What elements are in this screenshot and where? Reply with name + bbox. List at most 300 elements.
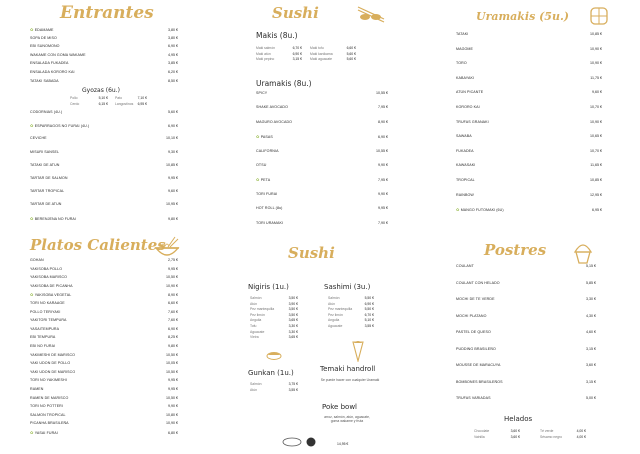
item-price: 9,90 € <box>168 404 178 409</box>
item-name: MAGURO AVOCADO <box>256 119 293 124</box>
item-name: TRUFAS VARIADAS <box>456 396 491 400</box>
vegetarian-icon: ✿ <box>30 430 34 435</box>
item-name: CODORNIAS (4U.) <box>30 110 63 114</box>
item-price: 7,90 € <box>378 220 388 225</box>
mini-price: 6,90 € <box>364 301 374 306</box>
item-name: PASAS <box>260 135 273 140</box>
menu-row <box>30 202 178 215</box>
mini-row <box>70 102 108 108</box>
item-price: 4,60 € <box>586 330 596 334</box>
item-price: 8,25 € <box>168 335 178 340</box>
mini-row <box>328 324 374 330</box>
item-name: TATAKI DE ATUN <box>30 162 60 167</box>
uramakis-8-list <box>256 91 388 235</box>
mini-label: Vieira <box>250 335 259 340</box>
mini-label: Atún <box>250 301 257 306</box>
poke-title: Poke bowl <box>322 403 357 411</box>
item-name: MAGOME <box>456 46 473 51</box>
item-name: KAWASAKI <box>456 163 476 168</box>
poke-price: 14,95 € <box>337 442 349 446</box>
menu-row <box>30 396 178 405</box>
mini-row <box>256 57 302 63</box>
item-name: OTSU <box>256 162 267 167</box>
menu-row <box>256 105 388 119</box>
menu-row <box>30 36 178 45</box>
item-price: 3,80 € <box>168 28 178 32</box>
menu-row <box>30 61 178 70</box>
item-name: MOCHI DE TE VERDE <box>456 297 495 301</box>
item-price: 11,65 € <box>590 163 602 168</box>
mini-price: 5,60 € <box>346 51 356 56</box>
mini-label: Langostinos <box>115 101 134 106</box>
menu-row <box>30 387 178 396</box>
item-price: 10,70 € <box>590 148 602 153</box>
menu-row <box>30 136 178 149</box>
sushi-title-top: Sushi <box>272 4 319 22</box>
menu-row <box>456 134 602 149</box>
item-price: 6,80 € <box>168 430 178 435</box>
item-price: 6,90 € <box>168 326 178 331</box>
mini-price: 3,60 € <box>510 434 520 439</box>
item-price: 9,95 € <box>378 206 388 211</box>
menu-row <box>256 149 388 163</box>
menu-row <box>456 163 602 178</box>
menu-row <box>30 44 178 53</box>
item-name: TRUFAS GRANAKI <box>456 119 489 124</box>
sushi-title-bottom: Sushi <box>288 244 335 262</box>
menu-row <box>456 76 602 91</box>
mini-price: 6,90 € <box>292 51 302 56</box>
menu-row <box>30 378 178 387</box>
item-price: 3,15 € <box>586 346 596 351</box>
item-price: 6,95 € <box>592 208 602 213</box>
menu-row <box>30 404 178 413</box>
menu-row <box>456 314 596 331</box>
mini-price: 6,70 € <box>292 46 302 51</box>
item-price: 9,95 € <box>168 175 178 180</box>
item-price: 3,85 € <box>168 61 178 66</box>
item-name: RAMEN <box>30 386 44 391</box>
item-price: 10,50 € <box>166 395 178 400</box>
poke-bowl-icon <box>306 437 316 447</box>
item-name: BERENJENA NO FURAI <box>34 216 77 221</box>
entrantes-title: Entrantes <box>60 3 154 23</box>
item-price: 10,10 € <box>166 136 178 141</box>
item-price: 4,95 € <box>168 52 178 57</box>
entrantes-list-2 <box>30 110 178 229</box>
mini-price: 3,60 € <box>510 429 520 434</box>
menu-row <box>30 275 178 284</box>
vegetarian-icon: ✿ <box>30 28 34 32</box>
item-name: TATAKI SABADA <box>30 78 59 83</box>
mini-row <box>250 335 298 341</box>
item-name: COULANT CON HELADO <box>456 280 500 285</box>
mini-label: Vainilla <box>474 434 485 439</box>
uramakis-5-list <box>456 32 602 222</box>
menu-row <box>30 267 178 276</box>
item-name: CALIFORNIA <box>256 148 279 153</box>
mini-label: Pez mantequilla <box>328 307 353 312</box>
menu-row <box>256 91 388 105</box>
item-name: MOUSSE DE MARACUYA <box>456 363 501 367</box>
mini-price: 6,60 € <box>346 46 356 51</box>
item-name: PASTEL DE QUESO <box>456 330 491 334</box>
mini-price: 3,50 € <box>288 307 298 312</box>
menu-row <box>456 264 596 281</box>
item-price: 10,50 € <box>166 275 178 280</box>
menu-row <box>456 149 602 164</box>
sushi-roll-icon <box>356 5 386 25</box>
menu-row <box>456 281 596 298</box>
item-price: 10,95 € <box>166 202 178 207</box>
item-price: 5,15 € <box>586 264 596 268</box>
menu-row <box>30 110 178 123</box>
item-price: 9,80 € <box>168 343 178 348</box>
item-name: TARTAR DE SALMON <box>30 175 68 180</box>
makis-left <box>256 46 302 63</box>
menu-row <box>456 178 602 193</box>
item-name: RAMEN DE MARISCO <box>30 395 69 400</box>
item-price: 9,95 € <box>168 266 178 271</box>
helados-left <box>474 429 520 440</box>
mini-price: 3,55 € <box>364 324 374 329</box>
mini-price: 3,75 € <box>288 382 298 387</box>
uramakis-8-title: Uramakis (8u.) <box>256 79 312 88</box>
mini-label: Atún <box>250 387 257 392</box>
mini-price: 3,30 € <box>288 324 298 329</box>
menu-row <box>456 347 596 364</box>
menu-row <box>30 413 178 422</box>
menu-row <box>456 363 596 380</box>
item-name: YAKITORI TEMPURA <box>30 318 67 323</box>
chopsticks-icon <box>282 437 302 447</box>
menu-row <box>256 120 388 134</box>
item-price: 7,60 € <box>168 318 178 323</box>
item-price: 8,50 € <box>168 78 178 83</box>
platos-calientes-list <box>30 258 178 438</box>
menu-row <box>456 297 596 314</box>
item-name: MANGO FUTOMAKI (6U) <box>460 208 504 213</box>
item-name: EBI NO FURAI <box>30 343 56 348</box>
menu-row <box>30 344 178 353</box>
item-name: TORO <box>456 61 467 66</box>
item-name: WAKAME CON GOMA WAKAME <box>30 52 86 57</box>
menu-row <box>30 27 178 36</box>
vegetarian-icon: ✿ <box>256 135 260 140</box>
item-price: 10,90 € <box>590 119 602 124</box>
nigiris-list <box>250 296 298 341</box>
mini-label: Aguacate <box>250 329 265 334</box>
mini-price: 5,50 € <box>364 307 374 312</box>
nigiri-icon <box>266 350 282 360</box>
temaki-cone-icon <box>351 340 365 362</box>
item-price: 2,75 € <box>168 258 178 262</box>
mini-label: Té verde <box>540 429 554 434</box>
item-price: 10,90 € <box>166 421 178 426</box>
mini-price: 3,50 € <box>288 296 298 301</box>
menu-row <box>30 216 178 229</box>
sashimi-list <box>328 296 374 330</box>
item-price: 10,85 € <box>590 32 602 36</box>
mini-label: Maki atún <box>256 51 271 56</box>
temaki-title: Temaki handroll <box>320 365 376 373</box>
item-price: 10,05 € <box>166 361 178 366</box>
menu-row <box>256 206 388 220</box>
item-name: CEVICHE <box>30 136 47 141</box>
item-price: 5,60 € <box>168 110 178 114</box>
item-name: YAKI UDON DE MARISCO <box>30 369 76 374</box>
mini-price: 3,65 € <box>288 318 298 323</box>
menu-row <box>30 258 178 267</box>
item-price: 10,65 € <box>590 134 602 139</box>
mini-label: Salmón <box>250 382 262 387</box>
item-name: TORI NO POTTERI <box>30 404 63 409</box>
item-name: RAINBOW <box>456 192 474 197</box>
ramen-bowl-icon <box>154 236 180 260</box>
item-price: 6,90 € <box>168 44 178 49</box>
postres-list <box>456 264 596 413</box>
menu-row <box>30 327 178 336</box>
item-name: TARTAR TROPICAL <box>30 189 65 194</box>
mini-label: Maki pepino <box>256 57 275 62</box>
item-name: EDAMAME <box>34 28 54 32</box>
mini-price: 7,10 € <box>137 96 147 101</box>
item-name: SHAKE AVOCADO <box>256 105 288 110</box>
item-name: YAKISOBA VEGETAL <box>34 293 72 298</box>
item-name: YAKIMESHI DE MARISCO <box>30 352 76 357</box>
item-name: EBI TEMPURA <box>30 335 56 340</box>
gyozas-left <box>70 96 108 107</box>
item-price: 12,95 € <box>590 192 602 197</box>
mini-price: 4,00 € <box>576 434 586 439</box>
item-name: POLLO TERIYAKI <box>30 309 61 314</box>
makis-title: Makis (8u.) <box>256 31 298 40</box>
mini-price: 3,55 € <box>288 387 298 392</box>
platos-calientes-title: Platos Calientes <box>30 236 166 254</box>
mini-label: Anguila <box>250 318 262 323</box>
item-price: 9,60 € <box>168 189 178 194</box>
mini-row <box>540 435 586 441</box>
temaki-text: Se puede hacer con cualquier Uramaki <box>320 378 380 382</box>
menu-row <box>456 32 602 47</box>
menu-row <box>30 430 178 439</box>
menu-row <box>456 380 596 397</box>
item-price: 7,60 € <box>168 309 178 314</box>
item-price: 5,00 € <box>586 396 596 400</box>
item-name: SPICY <box>256 91 268 95</box>
mini-label: Pez mantequilla <box>250 307 275 312</box>
menu-row <box>30 292 178 301</box>
mini-label: Pez limón <box>250 312 265 317</box>
item-price: 3,60 € <box>586 363 596 367</box>
menu-row <box>30 335 178 344</box>
menu-row <box>456 105 602 120</box>
mini-row <box>115 102 147 108</box>
item-price: 9,80 € <box>168 216 178 221</box>
item-name: YAKISOBA MARISCO <box>30 275 68 280</box>
poke-text: arroz, salmón, atún, aguacate, goma wakame y fruta <box>324 415 370 424</box>
vegetarian-icon: ✿ <box>30 293 34 298</box>
item-price: 10,50 € <box>166 369 178 374</box>
mini-label: Maki aguacate <box>310 57 333 62</box>
menu-row <box>30 189 178 202</box>
menu-row <box>456 193 602 208</box>
item-price: 3,30 € <box>586 297 596 301</box>
item-name: COULANT <box>456 264 474 268</box>
item-price: 10,50 € <box>166 352 178 357</box>
mini-price: 5,60 € <box>346 57 356 62</box>
item-name: SAWABA <box>456 134 472 139</box>
mini-price: 6,95 € <box>137 101 147 106</box>
item-name: PUDDING BRASILEÑO <box>456 346 496 351</box>
menu-row <box>456 90 602 105</box>
item-name: KORORO KAI <box>456 104 480 109</box>
mini-price: 6,15 € <box>98 101 108 106</box>
item-price: 5,85 € <box>586 280 596 285</box>
menu-row <box>456 47 602 62</box>
postres-title: Postres <box>484 241 547 259</box>
item-price: 9,90 € <box>378 191 388 196</box>
menu-row <box>456 120 602 135</box>
mini-price: 3,30 € <box>288 329 298 334</box>
sashimi-title: Sashimi (3u.) <box>324 283 371 291</box>
nigiris-title: Nigiris (1u.) <box>248 283 289 291</box>
item-price: 11,75 € <box>590 75 602 80</box>
menu-row <box>256 192 388 206</box>
vegetarian-icon: ✿ <box>30 124 34 129</box>
item-name: TATAKI <box>456 32 469 36</box>
item-name: BOMBONES BRASILEÑOS <box>456 379 503 384</box>
item-price: 6,60 € <box>168 300 178 305</box>
item-price: 3,80 € <box>168 35 178 40</box>
item-price: 9,95 € <box>168 386 178 391</box>
menu-row <box>256 177 388 191</box>
menu-row <box>30 353 178 362</box>
item-name: TORI NO KARAAGE <box>30 300 65 305</box>
item-name: GOHAN <box>30 258 44 262</box>
mini-label: Tofu <box>250 324 257 329</box>
mini-label: Maki kanikama <box>310 51 333 56</box>
mini-label: Salmón <box>328 296 340 301</box>
menu-row <box>30 310 178 319</box>
mini-label: Cerdo <box>70 101 80 106</box>
item-price: 10,90 € <box>166 283 178 288</box>
item-price: 10,55 € <box>376 91 388 95</box>
mini-price: 3,50 € <box>288 312 298 317</box>
mini-price: 3,15 € <box>292 57 302 62</box>
mini-label: Anguila <box>328 318 340 323</box>
menu-row <box>30 361 178 370</box>
mini-label: Pollo <box>70 96 78 101</box>
item-price: 8,90 € <box>378 119 388 124</box>
item-price: 10,55 € <box>376 148 388 153</box>
item-name: EBI SUNOMONO <box>30 44 60 49</box>
mini-price: 3,65 € <box>288 335 298 340</box>
item-price: 7,95 € <box>378 105 388 110</box>
item-price: 9,60 € <box>592 90 602 95</box>
gyozas-right <box>115 96 147 107</box>
gunkan-list <box>250 382 298 393</box>
vegetarian-icon: ✿ <box>256 178 260 183</box>
menu-row <box>30 176 178 189</box>
mini-price: 5,10 € <box>364 318 374 323</box>
uramakis-5-title: Uramakis (5u.) <box>476 10 569 23</box>
item-price: 10,85 € <box>590 177 602 182</box>
mini-label: Chocolate <box>474 429 490 434</box>
menu-row <box>30 421 178 430</box>
item-name: MOCHI PLATANO <box>456 313 487 318</box>
mini-row <box>250 388 298 394</box>
item-name: PETA <box>260 178 271 183</box>
item-price: 9,95 € <box>168 378 178 383</box>
mini-price: 5,50 € <box>364 296 374 301</box>
item-name: PICANHA BRASILEÑA <box>30 421 69 426</box>
item-price: 8,90 € <box>168 293 178 298</box>
item-name: YAKISOBA POLLO <box>30 266 63 271</box>
item-price: 10,90 € <box>590 61 602 66</box>
menu-row <box>30 370 178 379</box>
menu-row <box>30 79 178 88</box>
menu-row <box>456 330 596 347</box>
cupcake-icon <box>572 240 594 264</box>
item-price: 6,90 € <box>378 135 388 140</box>
gunkan-title: Gunkan (1u.) <box>248 369 294 377</box>
item-name: ATÚN PICANTE <box>456 90 484 95</box>
menu-row <box>456 207 602 222</box>
item-name: YASAI FURAI <box>34 430 58 435</box>
mini-price: 6,70 € <box>364 312 374 317</box>
bento-box-icon <box>590 7 608 25</box>
gyozas-title: Gyozas (6u.) <box>82 87 120 94</box>
mini-price: 4,00 € <box>576 429 586 434</box>
item-name: FUKADEA <box>456 148 474 153</box>
menu-row <box>30 318 178 327</box>
item-name: SOPA DE MISO <box>30 35 57 40</box>
mini-label: Pato <box>115 96 122 101</box>
menu-row <box>30 163 178 176</box>
item-name: ENSALADA KORORO KAI <box>30 69 75 74</box>
item-name: ENSALADA FUKADEA <box>30 61 69 66</box>
item-name: TORI URAMAKI <box>256 220 284 225</box>
menu-row <box>30 123 178 136</box>
mini-label: Maki salmón <box>256 46 276 51</box>
menu-row <box>30 284 178 293</box>
item-price: 9,90 € <box>378 162 388 167</box>
item-name: ESPARRAGOS NO FURAI (4U.) <box>34 124 90 129</box>
item-name: KABAYAKI <box>456 75 475 80</box>
menu-row <box>30 150 178 163</box>
item-name: YASAITEMPURA <box>30 326 60 331</box>
item-price: 4,30 € <box>586 313 596 318</box>
helados-right <box>540 429 586 440</box>
item-price: 10,70 € <box>590 104 602 109</box>
menu-row <box>256 134 388 148</box>
item-price: 3,15 € <box>586 379 596 384</box>
item-name: YAKI UDON DE POLLO <box>30 361 71 366</box>
mini-label: Atún <box>328 301 335 306</box>
item-name: HOT ROLL (8u) <box>256 206 283 211</box>
item-price: 9,30 € <box>168 149 178 154</box>
mini-label: Maki tofu <box>310 46 324 51</box>
item-price: 6,20 € <box>168 69 178 74</box>
menu-row <box>456 61 602 76</box>
menu-row <box>30 70 178 79</box>
item-price: 10,85 € <box>166 162 178 167</box>
item-name: TROPICAL <box>456 177 475 182</box>
item-name: TORI NO YAKIMESHI <box>30 378 67 383</box>
entrantes-list <box>30 27 178 87</box>
item-price: 10,90 € <box>590 46 602 51</box>
